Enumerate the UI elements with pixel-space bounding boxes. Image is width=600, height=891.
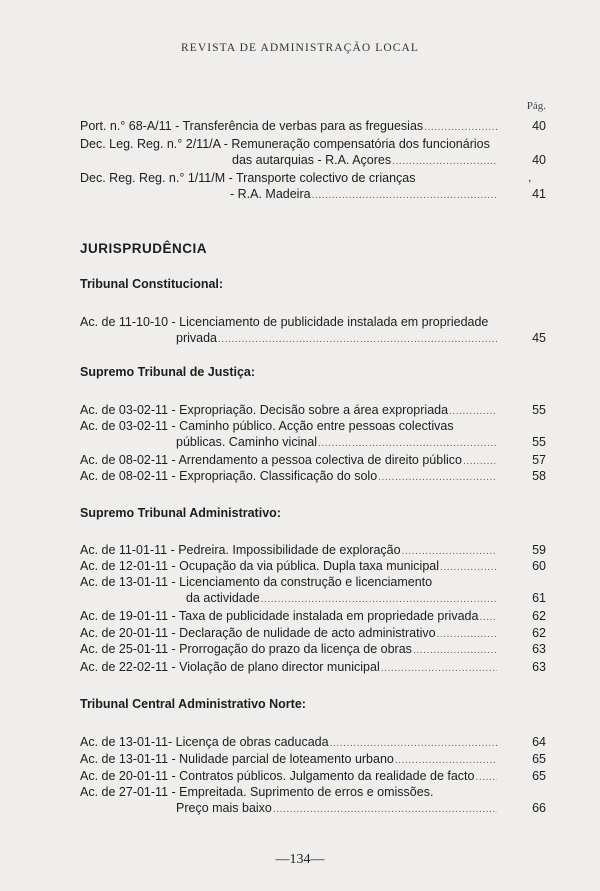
page-number: 62 (532, 626, 546, 640)
toc-entry: Ac. de 08-02-11 - Expropriação. Classificação do solo ..... 58 (80, 468, 546, 484)
toc-entry: Ac. de 27-01-11 - Empreitada. Suprimento de erros e omissões. Preço mais baixo ..... 66 (80, 784, 546, 816)
dot-leader (318, 436, 497, 452)
dot-leader (479, 610, 497, 626)
page-number: 40 (532, 119, 546, 133)
toc-entry: Ac. de 12-01-11 - Ocupação da via pública. Dupla taxa municipal ..... 60 (80, 558, 546, 574)
page-number: 55 (532, 435, 546, 449)
page-number: 57 (532, 453, 546, 467)
page-number: 59 (532, 543, 546, 557)
page-number: 65 (532, 752, 546, 766)
court-heading: Supremo Tribunal Administrativo: (80, 506, 281, 520)
page-column-label: Pág. (526, 100, 546, 112)
page-number: 63 (532, 660, 546, 674)
toc-entry: Ac. de 13-01-11 - Licenciamento da construção e licenciamento da actividade ..... 61 (80, 574, 546, 606)
running-head: REVISTA DE ADMINISTRAÇÃO LOCAL (180, 42, 420, 54)
entry-text: Taxa de publicidade instalada em propriedade privada (178, 609, 479, 623)
ruling-ref: Ac. de 11-10-10 (80, 315, 169, 329)
toc-entry: Ac. de 11-10-10 - Licenciamento de publicidade instalada em propriedade privada ..... 45 (80, 314, 546, 346)
ruling-ref: Ac. de 12-01-11 (80, 559, 169, 573)
page-number: 66 (532, 801, 546, 815)
page-number: 41 (532, 187, 546, 201)
court-heading: Supremo Tribunal de Justiça: (80, 365, 256, 379)
entry-text: Empreitada. Suprimento de erros e omissões. (179, 785, 434, 799)
toc-entry: Ac. de 03-02-11 - Expropriação. Decisão sobre a área expropriada ..... 55 (80, 402, 546, 418)
dot-leader (381, 661, 497, 677)
dot-leader (392, 154, 497, 170)
ruling-ref: Ac. de 11-01-11 (80, 543, 168, 557)
ruling-ref: Ac. de 08-02-11 (80, 453, 169, 467)
entry-text: Pedreira. Impossibilidade de exploração (178, 543, 401, 557)
court-heading: Tribunal Constitucional: (80, 277, 224, 291)
entry-text: Prorrogação do prazo da licença de obras (179, 642, 412, 656)
ruling-ref: Ac. de 13-01-11 (80, 735, 169, 749)
entry-text-continued: da actividade (186, 591, 260, 605)
entry-text: Licença de obras caducada (175, 735, 329, 749)
page-number: 64 (532, 735, 546, 749)
ruling-ref: Ac. de 13-01-11 (80, 575, 169, 589)
entry-text: Nulidade parcial de loteamento urbano (179, 752, 394, 766)
page-number: 58 (532, 469, 546, 483)
toc-entry: Ac. de 13-01-11 - Nulidade parcial de loteamento urbano ..... 65 (80, 751, 546, 767)
entry-text: Licenciamento de publicidade instalada em propriedade (179, 315, 489, 329)
dot-leader (273, 802, 497, 818)
dot-leader (312, 188, 497, 204)
toc-entry (80, 118, 546, 134)
entry-text-continued: das autarquias - R.A. Açores (232, 153, 392, 167)
dot-leader (413, 643, 497, 659)
ruling-ref: Ac. de 20-01-11 (80, 626, 169, 640)
toc-entry: Ac. de 11-01-11 - Pedreira. Impossibilidade de exploração ..... 59 (80, 542, 546, 558)
ruling-ref: Ac. de 19-01-11 (80, 609, 169, 623)
entry-text: Dec. Reg. Reg. n.° 1/11/M - Transporte colectivo de crianças (80, 171, 416, 185)
entry-text: Declaração de nulidade de acto administrativo (179, 626, 436, 640)
page-number: 55 (532, 403, 546, 417)
page-number: 45 (532, 331, 546, 345)
ruling-ref: Ac. de 08-02-11 (80, 469, 169, 483)
entry-text: Contratos públicos. Julgamento da realidade de facto (179, 769, 475, 783)
toc-entry: Ac. de 25-01-11 - Prorrogação do prazo da licença de obras ..... 63 (80, 641, 546, 657)
entry-text: Dec. Leg. Reg. n.° 2/11/A - Remuneração compensatória dos funcionários (80, 137, 490, 151)
entry-text: Violação de plano director municipal (179, 660, 380, 674)
toc-entry: Ac. de 20-01-11 - Contratos públicos. Julgamento da realidade de facto ..... 65 (80, 768, 546, 784)
ruling-ref: Ac. de 20-01-11 (80, 769, 169, 783)
entry-text-continued: Preço mais baixo (176, 801, 272, 815)
entry-text: Expropriação. Classificação do solo (179, 469, 378, 483)
toc-entry (80, 170, 546, 202)
ruling-ref: Ac. de 22-02-11 (80, 660, 169, 674)
toc-entry: Ac. de 08-02-11 - Arrendamento a pessoa colectiva de direito público ..... 57 (80, 452, 546, 468)
page-number: 65 (532, 769, 546, 783)
toc-entry: Ac. de 20-01-11 - Declaração de nulidade de acto administrativo ..... 62 (80, 625, 546, 641)
dot-leader (218, 332, 497, 348)
page-number: 60 (532, 559, 546, 573)
entry-text: Caminho público. Acção entre pessoas colectivas (179, 419, 454, 433)
dot-leader (424, 120, 497, 136)
toc-entry: Ac. de 13-01-11- Licença de obras caducada ..... 64 (80, 734, 546, 750)
page-number: 62 (532, 609, 546, 623)
entry-text: Licenciamento da construção e licenciamento (179, 575, 433, 589)
entry-text-continued: públicas. Caminho vicinal (176, 435, 318, 449)
dot-leader (261, 592, 497, 608)
toc-entry: Ac. de 19-01-11 - Taxa de publicidade instalada em propriedade privada ..... 62 (80, 608, 546, 624)
toc-entry: Ac. de 03-02-11 - Caminho público. Acção entre pessoas colectivas públicas. Caminho vicinal ..... 55 (80, 418, 546, 450)
entry-text: Ocupação da via pública. Dupla taxa municipal (179, 559, 440, 573)
entry-text: Arrendamento a pessoa colectiva de direito público (178, 453, 462, 467)
page-number: 40 (532, 153, 546, 167)
dot-leader (330, 736, 497, 752)
page-number: 61 (532, 591, 546, 605)
section-title: JURISPRUDÊNCIA (80, 241, 208, 256)
entry-text: Port. n.° 68-A/11 - Transferência de verbas para as freguesias (80, 119, 424, 133)
dot-leader (395, 753, 497, 769)
dot-leader (378, 470, 497, 486)
entry-text-continued: - R.A. Madeira (230, 187, 311, 201)
entry-text: Expropriação. Decisão sobre a área expropriada (179, 403, 449, 417)
page-folio: —134— (275, 852, 325, 867)
ruling-ref: Ac. de 03-02-11 (80, 403, 169, 417)
ruling-ref: Ac. de 27-01-11 (80, 785, 169, 799)
ruling-ref: Ac. de 13-01-11 (80, 752, 169, 766)
entry-text-continued: privada (176, 331, 217, 345)
stray-mark: , (528, 170, 532, 184)
toc-entry: Ac. de 22-02-11 - Violação de plano director municipal ..... 63 (80, 659, 546, 675)
toc-entry (80, 136, 546, 168)
ruling-ref: Ac. de 03-02-11 (80, 419, 169, 433)
court-heading: Tribunal Central Administrativo Norte: (80, 697, 306, 711)
ruling-ref: Ac. de 25-01-11 (80, 642, 169, 656)
page-number: 63 (532, 642, 546, 656)
